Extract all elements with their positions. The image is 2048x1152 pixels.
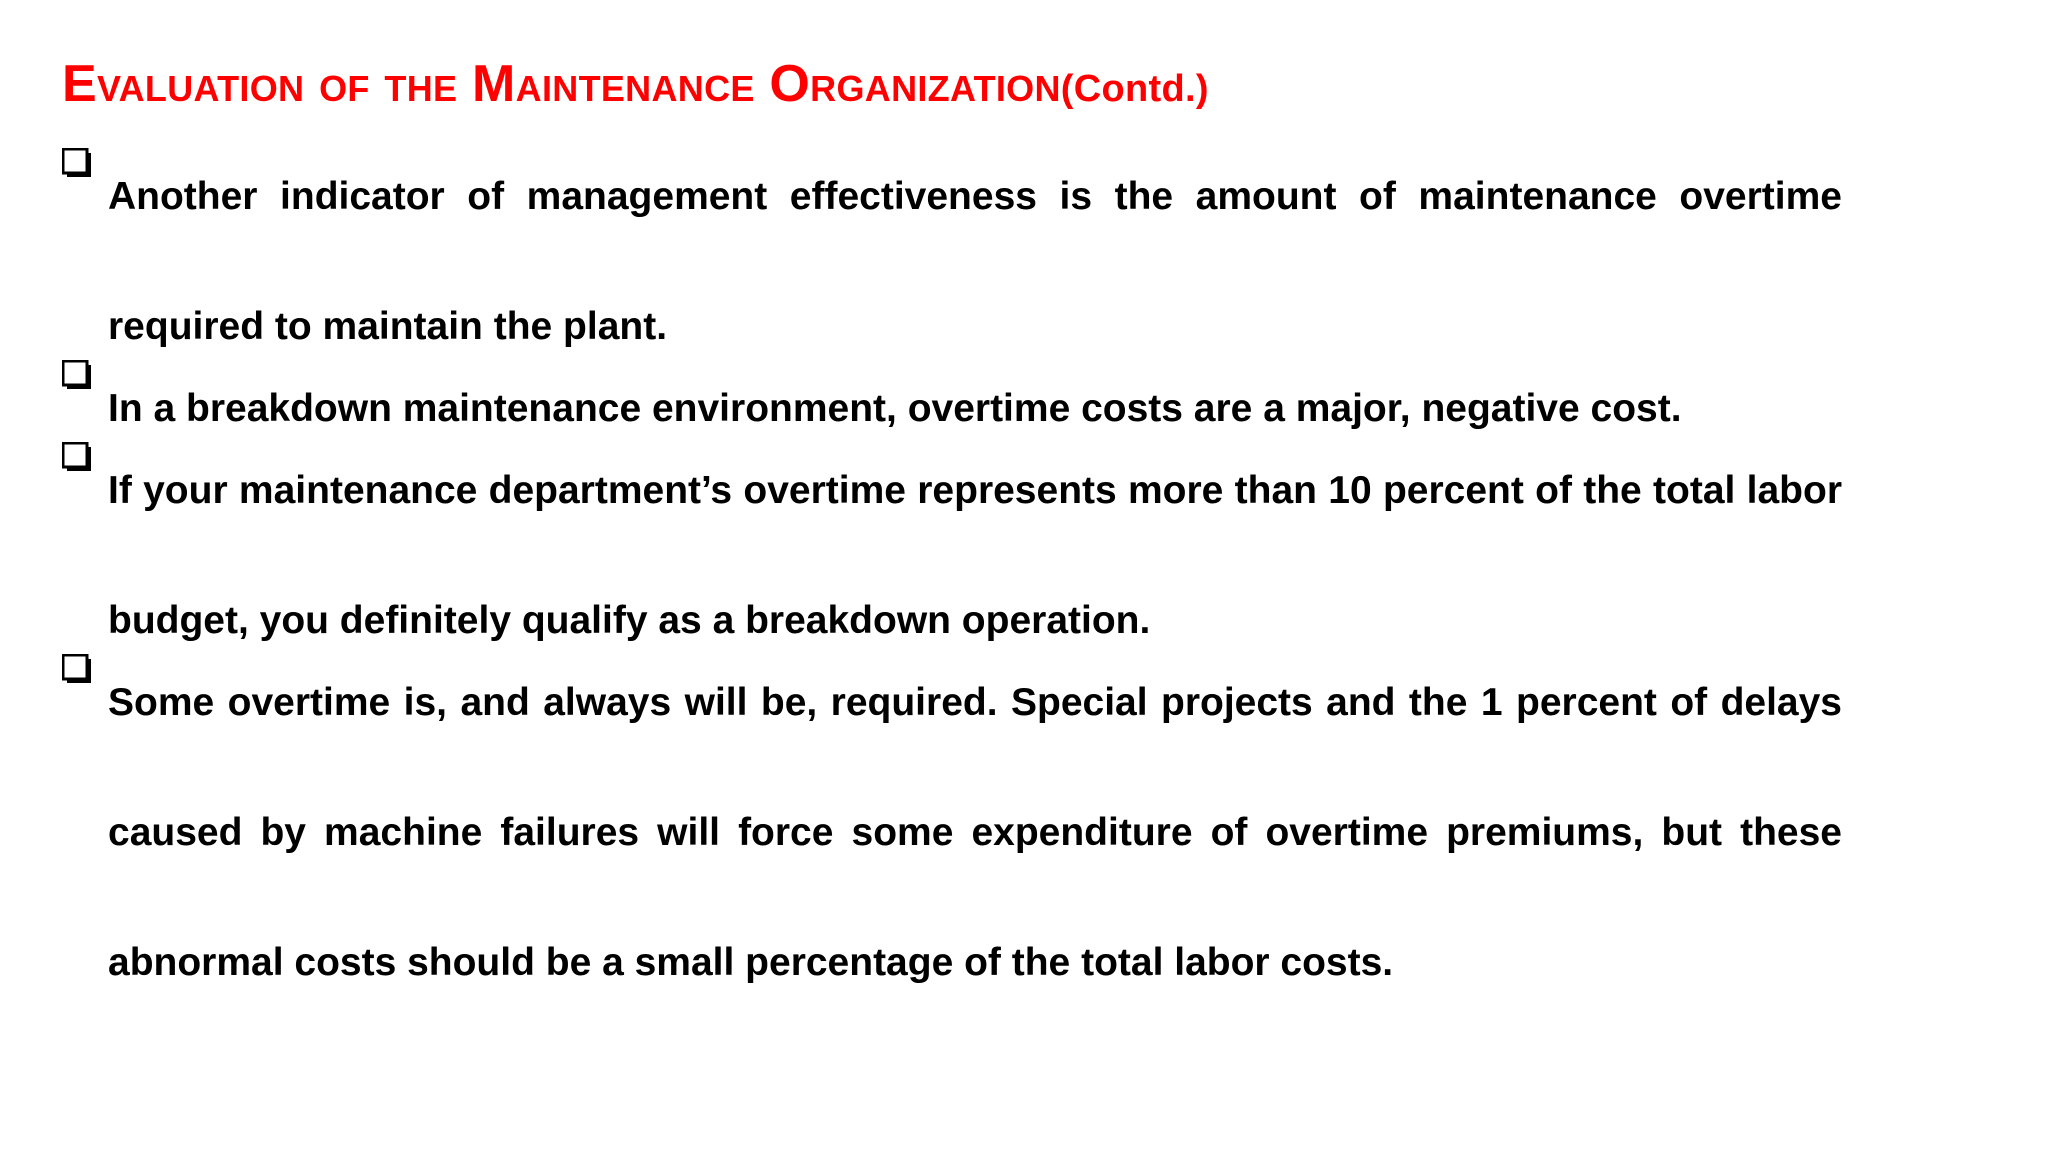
checkbox-square-icon (62, 442, 92, 472)
bullet-list (62, 175, 1842, 1028)
bullet-text: Some overtime is, and always will be, required. Special projects and the 1 percent of delays caused by machine failures will force some expenditure of overtime premiums, but these abnormal costs should be a small percentage of the total labor costs. (108, 681, 1842, 984)
bullet-text: If your maintenance department’s overtime represents more than 10 percent of the total labor budget, you definitely qualify as a breakdown operation. (108, 469, 1842, 642)
checkbox-square-icon (62, 148, 92, 178)
slide-title-suffix: (Contd.) (1060, 68, 1209, 110)
slide-title (62, 52, 1209, 121)
checkbox-square-icon (62, 654, 92, 684)
checkbox-square-icon (62, 360, 92, 390)
bullet-text: Another indicator of management effectiveness is the amount of maintenance overtime required to maintain the plant. (108, 175, 1842, 348)
bullet-item (62, 638, 1842, 1028)
slide-title-main: Evaluation of the Maintenance Organization (62, 55, 1061, 113)
bullet-text: In a breakdown maintenance environment, overtime costs are a major, negative cost. (108, 387, 1682, 430)
